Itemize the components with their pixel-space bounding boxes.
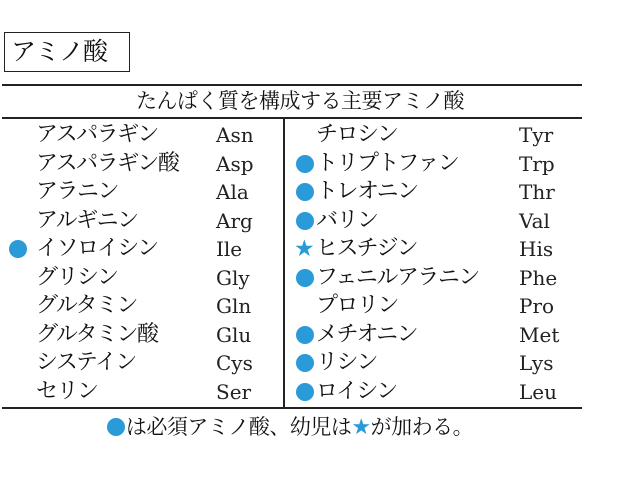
amino-acid-name: バリン bbox=[316, 207, 378, 233]
table-row bbox=[0, 121, 600, 149]
amino-acid-abbreviation: Ser bbox=[216, 379, 252, 404]
amino-acid-name: メチオニン bbox=[316, 321, 418, 347]
amino-acid-abbreviation: Trp bbox=[519, 151, 555, 176]
essential-marker-icon bbox=[296, 326, 314, 344]
table-row bbox=[0, 150, 600, 178]
footnote bbox=[0, 413, 580, 442]
amino-acid-name: フェニルアラニン bbox=[316, 264, 479, 290]
amino-acid-abbreviation: Cys bbox=[216, 351, 253, 375]
amino-acid-name: グルタミン bbox=[36, 293, 137, 318]
amino-acid-name: グルタミン酸 bbox=[36, 321, 158, 347]
amino-acid-name: チロシン bbox=[316, 122, 398, 147]
table-top-rule bbox=[2, 84, 582, 86]
table-row bbox=[0, 178, 600, 206]
amino-acid-abbreviation: Glu bbox=[216, 322, 252, 347]
title-box bbox=[4, 32, 130, 72]
table-row bbox=[0, 264, 600, 292]
amino-acid-name: リシン bbox=[316, 350, 377, 375]
amino-acid-name: セリン bbox=[36, 378, 98, 404]
amino-acid-name: トリプトファン bbox=[316, 150, 459, 176]
amino-acid-abbreviation: Gly bbox=[216, 265, 250, 290]
essential-marker-icon bbox=[296, 269, 314, 287]
page-title: アミノ酸 bbox=[11, 37, 108, 66]
amino-acid-abbreviation: His bbox=[519, 237, 554, 261]
amino-acid-name: イソロイシン bbox=[36, 236, 158, 261]
table-caption: たんぱく質を構成する主要アミノ酸 bbox=[136, 89, 464, 113]
amino-acid-abbreviation: Met bbox=[519, 322, 560, 347]
essential-marker-icon bbox=[296, 183, 314, 201]
amino-acid-name: アラニン bbox=[36, 179, 119, 204]
amino-acid-abbreviation: Asn bbox=[216, 123, 254, 147]
footnote-text-1: は必須アミノ酸、幼児は bbox=[125, 415, 352, 439]
amino-acid-abbreviation: Pro bbox=[519, 294, 555, 318]
infant-marker-icon: ★ bbox=[351, 415, 371, 440]
amino-acid-abbreviation: Arg bbox=[216, 208, 253, 233]
amino-acid-name: アスパラギン酸 bbox=[36, 150, 179, 176]
amino-acid-name: プロリン bbox=[316, 293, 399, 318]
amino-acid-abbreviation: Leu bbox=[519, 379, 557, 404]
amino-acid-abbreviation: Ile bbox=[216, 237, 243, 261]
amino-acid-name: ヒスチジン bbox=[316, 236, 418, 261]
essential-marker-icon bbox=[107, 418, 125, 436]
table-row bbox=[0, 378, 600, 406]
table-row bbox=[0, 207, 600, 235]
essential-marker-icon bbox=[296, 354, 314, 372]
table-row bbox=[0, 235, 600, 263]
amino-acid-name: ロイシン bbox=[316, 378, 397, 404]
amino-acid-abbreviation: Thr bbox=[519, 180, 555, 204]
infant-marker-icon: ★ bbox=[294, 236, 315, 262]
amino-acid-name: トレオニン bbox=[316, 179, 418, 204]
amino-acid-abbreviation: Asp bbox=[216, 151, 254, 176]
amino-acid-name: システイン bbox=[36, 350, 136, 375]
table-row bbox=[0, 349, 600, 377]
table-row bbox=[0, 292, 600, 320]
amino-acid-name: アスパラギン bbox=[36, 122, 158, 147]
amino-acid-abbreviation: Val bbox=[519, 208, 550, 233]
table-bottom-rule bbox=[2, 407, 582, 409]
amino-acid-abbreviation: Gln bbox=[216, 294, 252, 318]
amino-acid-abbreviation: Ala bbox=[216, 180, 249, 204]
amino-acid-abbreviation: Lys bbox=[519, 351, 554, 375]
amino-acid-name: アルギニン bbox=[36, 207, 138, 233]
essential-marker-icon bbox=[296, 212, 314, 230]
essential-marker-icon bbox=[296, 155, 314, 173]
amino-acid-abbreviation: Tyr bbox=[519, 123, 554, 147]
footnote-text-2: が加わる。 bbox=[370, 415, 474, 439]
amino-acid-name: グリシン bbox=[36, 264, 118, 290]
amino-acid-abbreviation: Phe bbox=[519, 265, 558, 290]
table-header-rule bbox=[2, 117, 582, 119]
table-row bbox=[0, 321, 600, 349]
essential-marker-icon bbox=[296, 383, 314, 401]
